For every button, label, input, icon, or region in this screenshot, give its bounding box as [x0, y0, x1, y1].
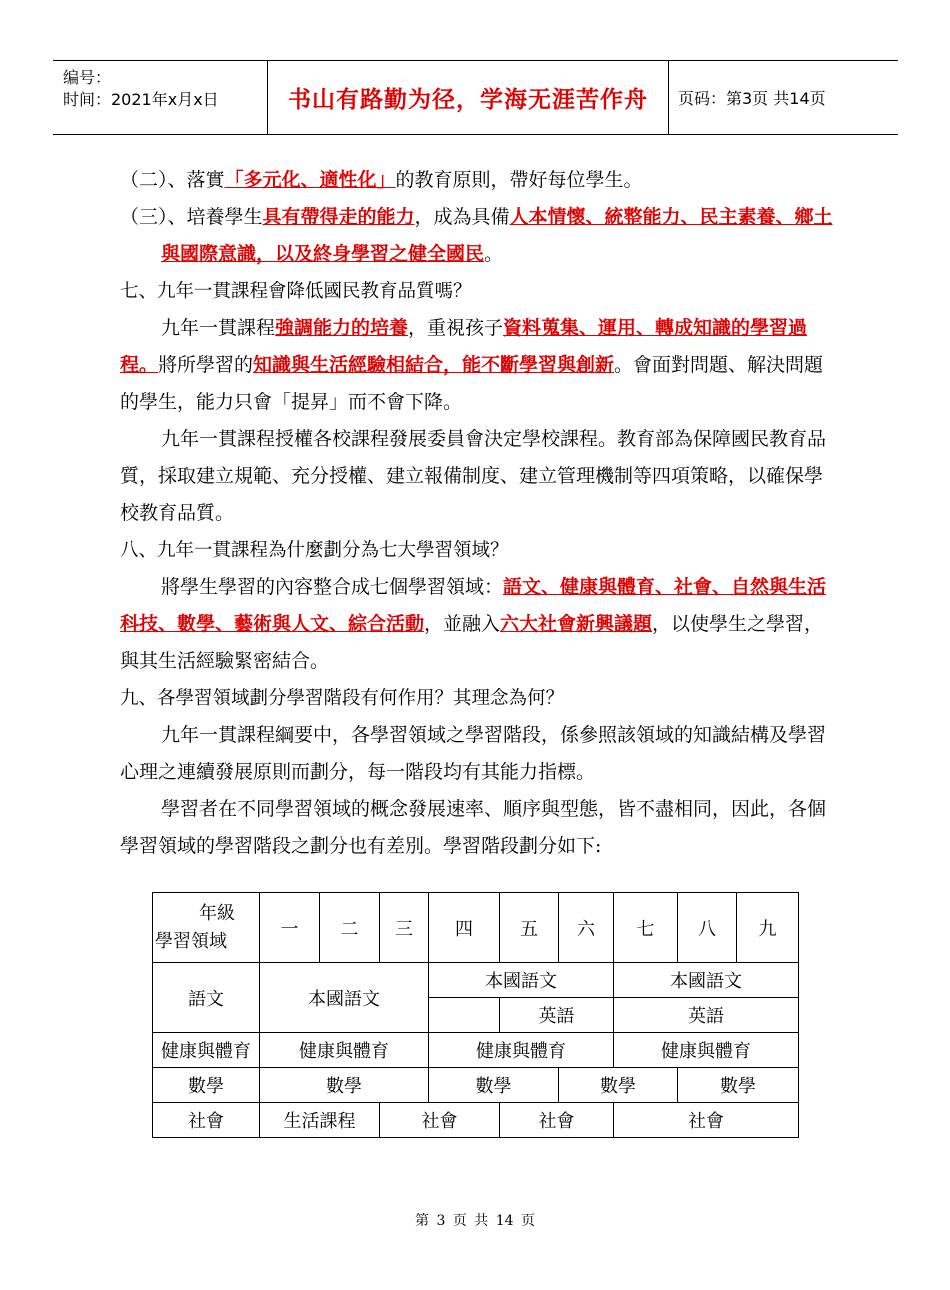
table-corner-cell	[153, 893, 260, 963]
table-row-math	[153, 1068, 799, 1103]
item-three-emphasis-1: 具有帶得走的能力	[262, 206, 415, 228]
question-9-paragraph-1: 九年一貫課程綱要中，各學習領域之學習階段，係參照該領域的知識結構及學習心理之連續發展原則而劃分，每一階段均有其能力指標。	[120, 724, 827, 783]
question-7-paragraph-2: 九年一貫課程授權各校課程發展委員會決定學校課程。教育部為保障國民教育品質，採取建立規範、充分授權、建立報備制度、建立管理機制等四項策略，以確保學校教育品質。	[120, 428, 827, 524]
grade-6: 六	[559, 893, 614, 963]
item-two-prefix: （二）、落實	[120, 169, 225, 191]
english-blank	[429, 998, 500, 1033]
grade-9: 九	[737, 893, 799, 963]
q7-emphasis-2: 資料蒐集、運用、轉成知識的學習過程。	[120, 317, 808, 376]
grade-3: 三	[380, 893, 429, 963]
header-time: 时间：2021年x月x日	[63, 90, 219, 109]
grade-2: 二	[320, 893, 380, 963]
grade-5: 五	[500, 893, 559, 963]
social-stage-3: 社會	[500, 1103, 614, 1138]
page-footer: 第 3 页 共 14 页	[415, 1213, 535, 1229]
chinese-stage-3: 本國語文	[614, 963, 799, 998]
q7-emphasis-3: 知識與生活經驗相結合，能不斷學習與創新	[253, 354, 615, 376]
health-stage-1: 健康與體育	[260, 1033, 429, 1068]
social-stage-2: 社會	[380, 1103, 500, 1138]
q8-text-a: 將學生學習的內容整合成七個學習領域：	[161, 576, 504, 598]
chinese-stage-1: 本國語文	[260, 963, 429, 1033]
question-8-paragraph-1	[120, 569, 840, 680]
math-stage-4: 數學	[678, 1068, 799, 1103]
health-stage-3: 健康與體育	[614, 1033, 799, 1068]
corner-domain-label: 學習領域	[155, 930, 227, 952]
table-row-social	[153, 1103, 799, 1138]
health-stage-2: 健康與體育	[429, 1033, 614, 1068]
math-stage-3: 數學	[559, 1068, 678, 1103]
q8-emphasis-1: 語文、健康與體育、社會、自然與生活科技、數學、藝術與人文、綜合活動	[120, 576, 827, 635]
q8-text-c: ，以使學生之學習，與其生活經驗緊密結合。	[120, 613, 824, 672]
q8-text-b: ，並融入	[424, 613, 501, 635]
question-9-paragraph-2: 學習者在不同學習領域的概念發展速率、順序與型態，皆不盡相同，因此，各個學習領域的學習階段之劃分也有差別。學習階段劃分如下:	[120, 798, 827, 857]
item-three	[120, 199, 840, 273]
item-three-mid: ，成為具備	[414, 206, 510, 228]
social-stage-1: 生活課程	[260, 1103, 380, 1138]
header-page: 页码：第3页 共14页	[678, 89, 826, 108]
math-stage-1: 數學	[260, 1068, 429, 1103]
grade-4: 四	[429, 893, 500, 963]
social-stage-4: 社會	[614, 1103, 799, 1138]
domain-chinese: 語文	[153, 963, 260, 1033]
grade-7: 七	[614, 893, 678, 963]
question-8-title: 八、九年一貫課程為什麼劃分為七大學習領域？	[120, 540, 509, 561]
learning-stage-table	[152, 892, 799, 1138]
english-stage-2: 英語	[500, 998, 614, 1033]
table-row-grades	[153, 893, 799, 963]
document-body	[120, 162, 840, 865]
header-number: 编号：	[63, 68, 112, 87]
page-header	[53, 60, 898, 135]
header-meta	[63, 67, 219, 111]
item-three-prefix: （三）、培養學生	[120, 206, 263, 228]
grade-1: 一	[260, 893, 320, 963]
item-three-suffix: 。	[484, 243, 504, 265]
q7-text-c: 將所學習的	[158, 354, 254, 376]
chinese-stage-2: 本國語文	[429, 963, 614, 998]
item-two	[120, 162, 840, 199]
math-stage-2: 數學	[429, 1068, 559, 1103]
q7-text-a: 九年一貫課程	[161, 317, 276, 339]
english-stage-3: 英語	[614, 998, 799, 1033]
item-two-emphasis: 「多元化、適性化」	[224, 169, 396, 191]
grade-8: 八	[678, 893, 737, 963]
table-row-health	[153, 1033, 799, 1068]
domain-math: 數學	[153, 1068, 260, 1103]
question-7-paragraph-1	[120, 310, 840, 421]
q7-text-b: ，重視孩子	[408, 317, 504, 339]
item-two-suffix: 的教育原則，帶好每位學生。	[395, 169, 643, 191]
q8-emphasis-2: 六大社會新興議題	[500, 613, 653, 635]
item-three-emphasis-2: 人本情懷、統整能力、民主素養、鄉土與國際意識，以及終身學習之健全國民	[161, 206, 833, 265]
corner-grade-label: 年級	[199, 902, 235, 924]
table-row-chinese	[153, 963, 799, 998]
question-7-title: 七、九年一貫課程會降低國民教育品質嗎？	[120, 281, 472, 302]
question-9-title: 九、各學習領域劃分學習階段有何作用？其理念為何？	[120, 688, 565, 709]
header-motto: 书山有路勤为径，学海无涯苦作舟	[267, 61, 669, 134]
domain-health: 健康與體育	[153, 1033, 260, 1068]
domain-social: 社會	[153, 1103, 260, 1138]
q7-text-d: 。會面對問題、解決問題的學生，能力只會「提昇」而不會下降。	[120, 354, 824, 413]
q7-emphasis-1: 強調能力的培養	[275, 317, 409, 339]
